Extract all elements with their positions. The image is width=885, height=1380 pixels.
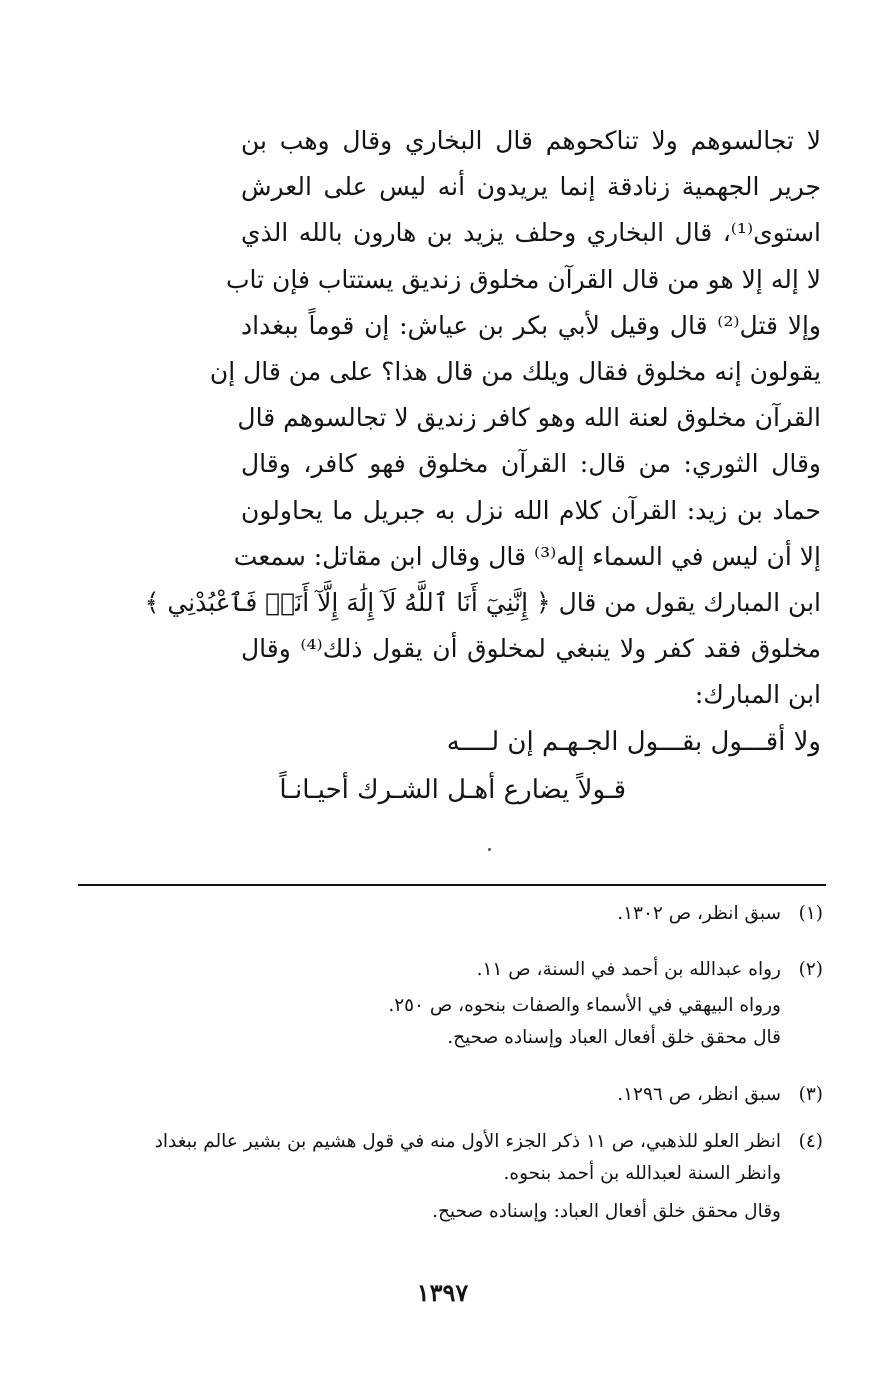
footnote-text: انظر العلو للذهبي، ص ١١ ذكر الجزء الأول منه في قول هشيم بن بشير عالم ببغداد [154,1131,781,1152]
text-line: حماد بن زيد: القرآن كلام الله نزل به جبريل ما يحاولون [241,495,821,525]
quran-verse-line: ابن المبارك يقول من قال ﴿ إِنَّنِيٓ أَنَا ٱللَّهُ لَآ إِلَٰهَ إِلَّآ أَنَا۠ فَٱعْبُدْنِي ﴾ [144,587,821,617]
main-text [144,118,821,814]
footnote-text: رواه عبدالله بن أحمد في السنة، ص ١١. [476,959,781,980]
footnote-1 [63,902,823,926]
text-line: إلا أن ليس في السماء إله⁽³⁾ قال وقال ابن مقاتل: سمعت [233,541,821,571]
text-line: ابن المبارك: [694,680,821,710]
text-line: جرير الجهمية زنادقة إنما يريدون أنه ليس على العرش [241,172,821,202]
footnote-divider [78,884,826,886]
text-line: القرآن مخلوق لعنة الله وهو كافر زنديق لا تجالسوهم قال [237,403,821,433]
footnote-number: (٣) [798,1084,823,1105]
text-line: وإلا قتل⁽²⁾ قال وقيل لأبي بكر بن عياش: إن قوماً ببغداد [241,310,821,340]
text-line: وقال الثوري: من قال: القرآن مخلوق فهو كافر، وقال [241,449,821,479]
decorative-dot [488,848,491,851]
footnote-text: وقال محقق خلق أفعال العباد: وإسناده صحيح. [432,1201,781,1222]
poem-verse-second-hemistich: قـولاً يضارع أهـل الشـرك أحيـانـاً [279,775,626,806]
footnote-2 [63,958,823,982]
footnote-number: (١) [798,903,823,924]
footnote-text: ورواه البيهقي في الأسماء والصفات بنحوه، ص ٢٥٠. [388,995,781,1016]
footnote-text: سبق انظر، ص ١٣٠٢. [617,903,781,924]
poem-verse-first-hemistich: ولا أقـــول بقـــول الجـهـم إن لــــه [446,727,821,758]
footnote-number: (٢) [798,959,823,980]
text-line: لا تجالسوهم ولا تناكحوهم قال البخاري وقال وهب بن [241,126,821,155]
footnote-3 [63,1083,823,1107]
text-line: يقولون إنه مخلوق فقال ويلك من قال هذا؟ على من قال إن [209,356,821,386]
footnote-text: قال محقق خلق أفعال العباد وإسناده صحيح. [447,1027,781,1048]
footnote-text: وانظر السنة لعبدالله بن أحمد بنحوه. [503,1163,781,1184]
text-line: مخلوق فقد كفر ولا ينبغي لمخلوق أن يقول ذلك⁽⁴⁾ وقال [241,634,821,664]
footnote-text: سبق انظر، ص ١٢٩٦. [617,1084,781,1105]
footnote-4 [63,1130,823,1154]
footnote-number: (٤) [798,1131,823,1152]
text-line: لا إله إلا هو من قال القرآن مخلوق زنديق يستتاب فإن تاب [225,264,821,294]
text-line: استوى⁽¹⁾، قال البخاري وحلف يزيد بن هارون بالله الذي [241,218,821,248]
page-number: ١٣٩٧ [416,1278,469,1307]
